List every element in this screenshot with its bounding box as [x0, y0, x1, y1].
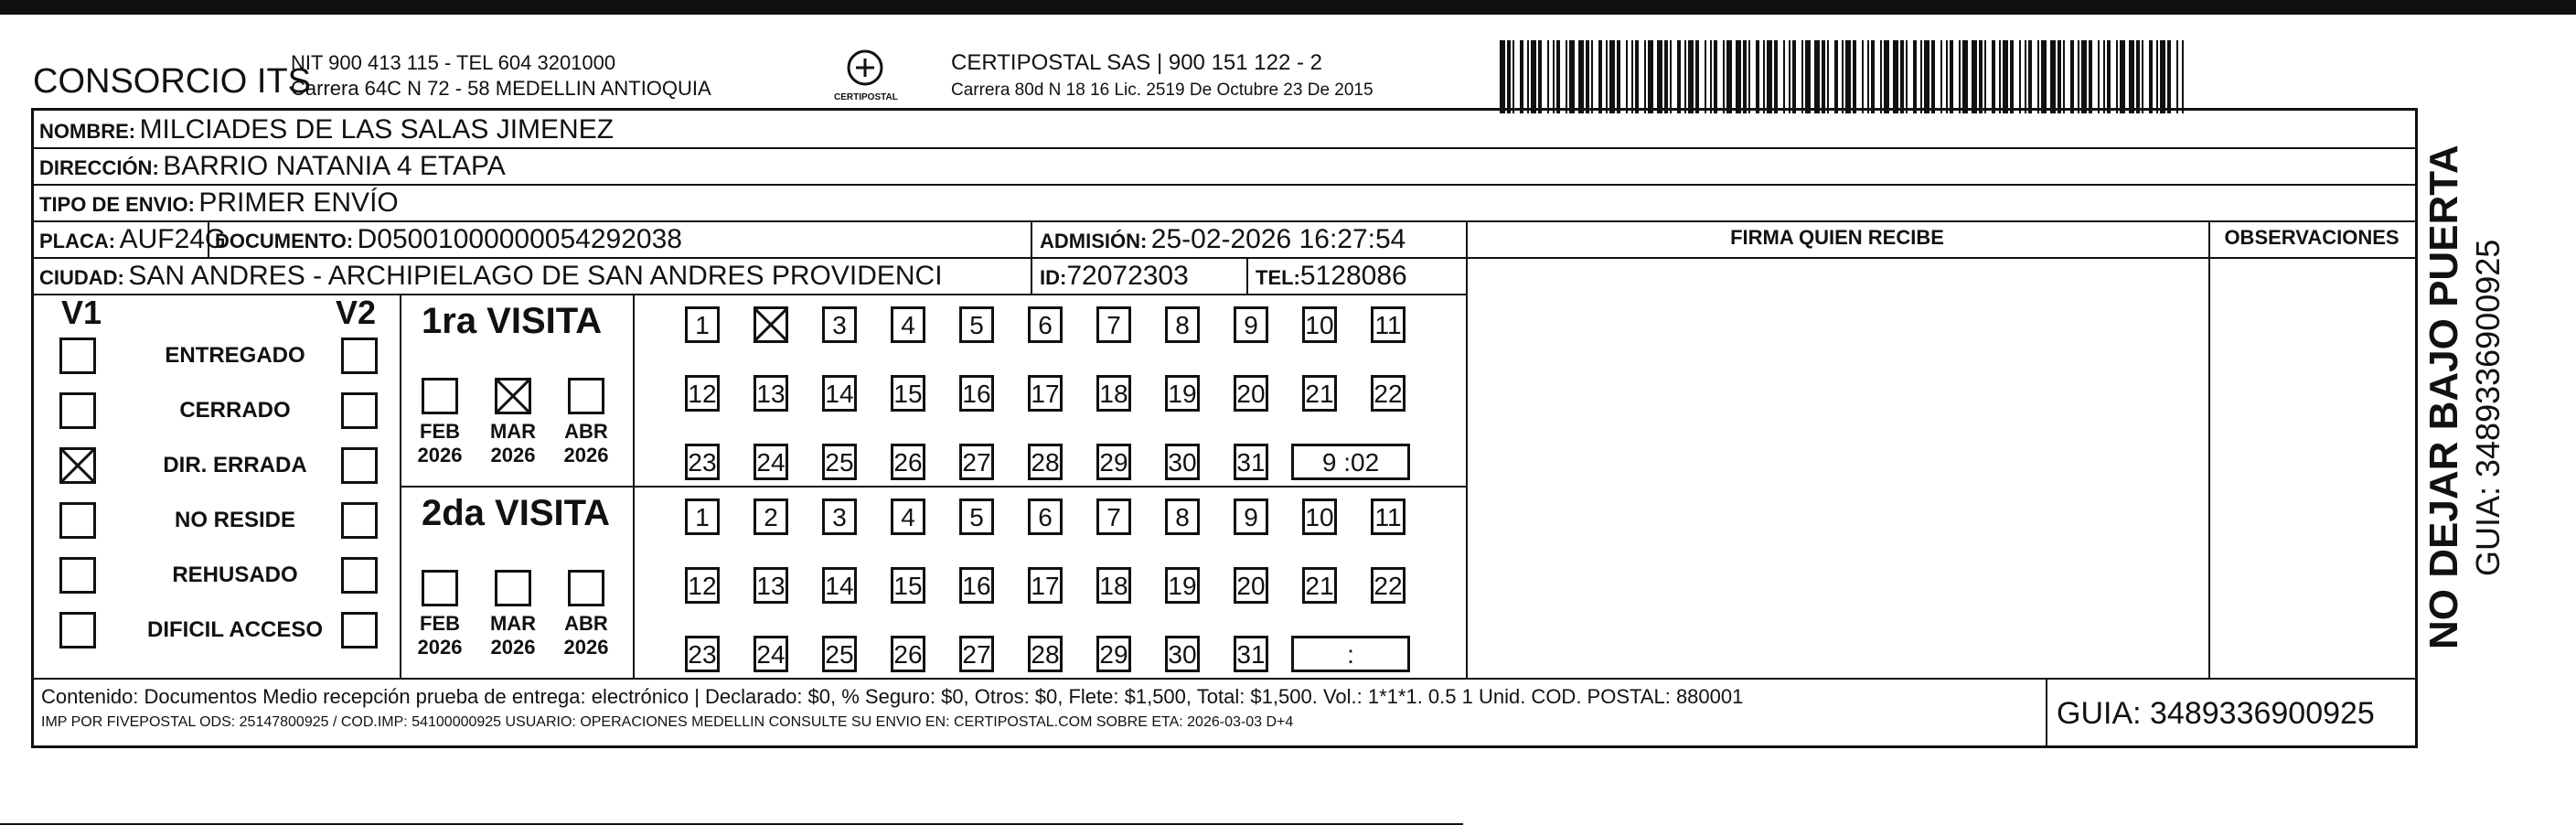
barcode-bar	[1520, 40, 1523, 113]
contenido-text: Contenido: Documentos Medio recepción prueba de entrega: electrónico | Declarado: $0, % Seguro: $0, Otros: $0, Flete: $1,500, Total: $1,500. Vol.: 1*1*1. 0.5 1 Unid. COD. POSTAL: 880001	[41, 685, 1744, 708]
documento-value: D05001000000054292038	[357, 224, 682, 254]
month-label: ABR	[564, 612, 608, 635]
barcode-bar	[2063, 40, 2065, 113]
barcode-bar	[2120, 40, 2125, 113]
license-line: Carrera 80d N 18 16 Lic. 2519 De Octubre 23 De 2015	[951, 80, 1374, 100]
barcode-bar	[1834, 40, 1838, 113]
day-box[interactable]: 10	[1302, 498, 1337, 535]
barcode-bar	[1924, 40, 1929, 113]
barcode-bar	[1598, 40, 1602, 113]
logo-text: CERTIPOSTAL	[834, 92, 898, 102]
barcode-bar	[1893, 40, 1898, 113]
v1-checkbox-3[interactable]	[59, 502, 96, 539]
direccion-label: DIRECCIÓN:	[39, 156, 159, 179]
day-box[interactable]: 17	[1028, 567, 1063, 604]
day-box[interactable]: 9	[1234, 306, 1268, 343]
direccion-value: BARRIO NATANIA 4 ETAPA	[163, 151, 506, 181]
day-box[interactable]: 15	[891, 567, 925, 604]
day-box[interactable]: 24	[754, 444, 788, 480]
placa-value: AUF24G	[119, 224, 227, 254]
barcode-bar	[1553, 40, 1555, 113]
day-box[interactable]: 13	[754, 375, 788, 412]
barcode-bar	[1714, 40, 1717, 113]
v1-checkbox-5[interactable]	[59, 612, 96, 648]
day-box[interactable]: 19	[1165, 375, 1200, 412]
barcode-bar	[1862, 40, 1864, 113]
day-box[interactable]: 16	[959, 567, 994, 604]
day-box[interactable]: 13	[754, 567, 788, 604]
barcode-bar	[1906, 40, 1908, 113]
barcode-bar	[1726, 40, 1732, 113]
v2-checkbox-0[interactable]	[341, 338, 378, 374]
day-box[interactable]: 30	[1165, 444, 1200, 480]
status-label: REHUSADO	[172, 563, 298, 587]
day-box[interactable]: 16	[959, 375, 994, 412]
barcode-bar	[1743, 40, 1747, 113]
day-box[interactable]: 8	[1165, 306, 1200, 343]
barcode-bar	[1684, 40, 1686, 113]
barcode-bar	[1959, 40, 1961, 113]
barcode-bar	[1822, 40, 1825, 113]
barcode-bar	[1531, 40, 1536, 113]
barcode-bar	[1867, 40, 1869, 113]
barcode-bar	[2089, 40, 2092, 113]
day-box[interactable]: 29	[1096, 636, 1131, 672]
barcode-bar	[2010, 40, 2014, 113]
month-checkbox[interactable]	[568, 570, 604, 606]
barcode-bar	[1992, 40, 1995, 113]
barcode-bar	[1913, 40, 1917, 113]
status-label: CERRADO	[179, 398, 291, 423]
barcode-bar	[2160, 40, 2165, 113]
day-box[interactable]: 28	[1028, 636, 1063, 672]
v2-label: V2	[336, 294, 377, 331]
day-box[interactable]: 6	[1028, 498, 1063, 535]
barcode-bar	[1556, 40, 1560, 113]
month-label: FEB	[420, 420, 460, 443]
barcode-bar	[1569, 40, 1575, 113]
day-box[interactable]: 28	[1028, 444, 1063, 480]
day-box[interactable]: 19	[1165, 567, 1200, 604]
barcode-bar	[1845, 40, 1851, 113]
day-box[interactable]: 25	[822, 444, 857, 480]
company-name: CONSORCIO ITS	[33, 62, 312, 101]
day-box[interactable]: 31	[1234, 444, 1268, 480]
documento-label: DOCUMENTO:	[215, 230, 354, 252]
day-box[interactable]: 10	[1302, 306, 1337, 343]
month-label: FEB	[420, 612, 460, 635]
imp-text: IMP POR FIVEPOSTAL ODS: 25147800925 / COD.IMP: 54100000925 USUARIO: OPERACIONES MEDELLIN CONSULTE SU ENVIO EN: CERTIPOSTAL.COM SOBRE ETA: 2026-03-03 D+4	[41, 714, 1294, 730]
barcode-bar	[1500, 40, 1505, 113]
barcode-bar	[1946, 40, 1948, 113]
barcode-bar	[1617, 40, 1620, 113]
barcode-bar	[1801, 40, 1803, 113]
month-checkbox[interactable]	[422, 570, 458, 606]
day-box[interactable]: 7	[1096, 306, 1131, 343]
day-box[interactable]: 20	[1234, 567, 1268, 604]
side-guia: GUIA: 3489336900925	[2469, 239, 2507, 576]
barcode-bar	[1789, 40, 1790, 113]
barcode-bar	[1507, 40, 1511, 113]
year-label: 2026	[417, 636, 463, 659]
day-box[interactable]: 4	[891, 306, 925, 343]
barcode-bar	[1670, 40, 1672, 113]
month-label: MAR	[489, 612, 537, 635]
day-box[interactable]: 18	[1096, 375, 1131, 412]
barcode-bar	[1999, 40, 2001, 113]
barcode-bar	[2176, 40, 2178, 113]
status-label: NO RESIDE	[174, 508, 296, 532]
barcode-bar	[1984, 40, 1986, 113]
day-box[interactable]: 3	[822, 306, 857, 343]
barcode-bar	[2041, 40, 2047, 113]
barcode-bar	[2025, 40, 2026, 113]
barcode-bar	[1748, 40, 1750, 113]
day-box[interactable]: 12	[685, 375, 720, 412]
day-box[interactable]: 26	[891, 444, 925, 480]
barcode-bar	[1842, 40, 1844, 113]
barcode-bar	[2167, 40, 2171, 113]
day-box[interactable]: 18	[1096, 567, 1131, 604]
day-box[interactable]: 12	[685, 567, 720, 604]
barcode-bar	[2078, 40, 2079, 113]
barcode-bar	[1962, 40, 1968, 113]
v2-checkbox-2[interactable]	[341, 447, 378, 484]
company-address: Carrera 64C N 72 - 58 MEDELLIN ANTIOQUIA	[291, 77, 711, 100]
barcode-bar	[2129, 40, 2134, 113]
certipostal-logo	[834, 48, 896, 102]
barcode-bar	[2107, 40, 2111, 113]
day-box[interactable]: 21	[1302, 375, 1337, 412]
month-label: MAR	[489, 420, 537, 443]
nit-line: NIT 900 413 115 - TEL 604 3201000	[291, 51, 616, 74]
barcode-bar	[1609, 40, 1615, 113]
day-box[interactable]	[754, 306, 788, 343]
status-label: ENTREGADO	[165, 343, 305, 368]
barcode-bar	[1626, 40, 1628, 113]
visit-title: 2da VISITA	[422, 493, 610, 533]
barcode-bar	[1547, 40, 1549, 113]
day-box[interactable]: 24	[754, 636, 788, 672]
firma-label: FIRMA QUIEN RECIBE	[1730, 226, 1944, 249]
v1-checkbox-1[interactable]	[59, 392, 96, 429]
day-box[interactable]: 5	[959, 306, 994, 343]
bottom-rule	[0, 823, 1463, 825]
day-box[interactable]: 27	[959, 636, 994, 672]
tel-value: 5128086	[1299, 261, 1407, 291]
day-box[interactable]: 11	[1371, 498, 1406, 535]
barcode-bar	[1635, 40, 1639, 113]
day-box[interactable]: 27	[959, 444, 994, 480]
barcode-bar	[1657, 40, 1662, 113]
month-checkbox[interactable]	[422, 378, 458, 414]
barcode-bar	[2156, 40, 2158, 113]
top-band	[0, 0, 2576, 15]
barcode-bar	[1880, 40, 1882, 113]
barcode-bar	[1979, 40, 1983, 113]
id-label: ID:	[1040, 266, 1067, 289]
barcode-bar	[1827, 40, 1829, 113]
status-label: DIFICIL ACCESO	[146, 617, 323, 642]
barcode-bar	[1695, 40, 1699, 113]
nombre-label: NOMBRE:	[39, 120, 136, 143]
month-checkbox[interactable]	[568, 378, 604, 414]
day-box[interactable]: 1	[685, 306, 720, 343]
observaciones-label: OBSERVACIONES	[2224, 226, 2400, 249]
barcode-bar	[2098, 40, 2100, 113]
time-box[interactable]: :	[1291, 636, 1410, 672]
admision-label: ADMISIÓN:	[1040, 230, 1148, 252]
barcode-bar	[1940, 40, 1942, 113]
barcode-bar	[1871, 40, 1875, 113]
barcode-bar	[1644, 40, 1646, 113]
day-box[interactable]: 2	[754, 498, 788, 535]
year-label: 2026	[490, 444, 536, 466]
day-box[interactable]: 4	[891, 498, 925, 535]
day-box[interactable]: 11	[1371, 306, 1406, 343]
year-label: 2026	[490, 636, 536, 659]
month-label: ABR	[564, 420, 608, 443]
status-label: DIR. ERRADA	[163, 453, 307, 477]
day-box[interactable]: 22	[1371, 567, 1406, 604]
day-box[interactable]: 5	[959, 498, 994, 535]
visit-title: 1ra VISITA	[422, 301, 603, 341]
year-label: 2026	[563, 444, 609, 466]
barcode-bar	[2050, 40, 2056, 113]
tipo-envio-label: TIPO DE ENVIO:	[39, 193, 195, 216]
day-box[interactable]: 30	[1165, 636, 1200, 672]
barcode	[1500, 40, 2195, 113]
v2-checkbox-5[interactable]	[341, 612, 378, 648]
barcode-bar	[2058, 40, 2061, 113]
side-warning: NO DEJAR BAJO PUERTA	[2421, 145, 2466, 649]
barcode-bar	[2149, 40, 2153, 113]
barcode-bar	[1723, 40, 1725, 113]
month-checkbox[interactable]	[495, 570, 531, 606]
day-box[interactable]: 9	[1234, 498, 1268, 535]
day-box[interactable]: 29	[1096, 444, 1131, 480]
barcode-bar	[1664, 40, 1668, 113]
v1-checkbox-4[interactable]	[59, 557, 96, 594]
barcode-bar	[1884, 40, 1889, 113]
barcode-bar	[2103, 40, 2105, 113]
tipo-envio-value: PRIMER ENVÍO	[198, 188, 399, 218]
placa-label: PLACA:	[39, 230, 116, 252]
barcode-bar	[1578, 40, 1584, 113]
day-box[interactable]: 23	[685, 444, 720, 480]
day-box[interactable]: 14	[822, 567, 857, 604]
barcode-bar	[1853, 40, 1856, 113]
barcode-bar	[1756, 40, 1759, 113]
day-box[interactable]: 26	[891, 636, 925, 672]
admision-value: 25-02-2026 16:27:54	[1150, 224, 1406, 254]
barcode-bar	[1586, 40, 1589, 113]
day-box[interactable]: 8	[1165, 498, 1200, 535]
barcode-bar	[2136, 40, 2140, 113]
month-checkbox[interactable]	[495, 378, 531, 414]
barcode-bar	[1763, 40, 1765, 113]
barcode-bar	[1931, 40, 1935, 113]
barcode-bar	[1736, 40, 1741, 113]
barcode-bar	[2028, 40, 2032, 113]
year-label: 2026	[563, 636, 609, 659]
footer-guia: GUIA: 3489336900925	[2057, 696, 2375, 731]
barcode-bar	[1972, 40, 1977, 113]
barcode-bar	[1512, 40, 1514, 113]
barcode-bar	[1774, 40, 1778, 113]
day-box[interactable]: 31	[1234, 636, 1268, 672]
day-box[interactable]: 25	[822, 636, 857, 672]
barcode-bar	[2116, 40, 2118, 113]
barcode-bar	[1950, 40, 1953, 113]
day-box[interactable]: 3	[822, 498, 857, 535]
certipostal-line: CERTIPOSTAL SAS | 900 151 122 - 2	[951, 50, 1322, 75]
barcode-bar	[2182, 40, 2184, 113]
v2-checkbox-3[interactable]	[341, 502, 378, 539]
year-label: 2026	[417, 444, 463, 466]
barcode-bar	[2003, 40, 2008, 113]
barcode-bar	[1814, 40, 1820, 113]
day-box[interactable]: 14	[822, 375, 857, 412]
barcode-bar	[2142, 40, 2143, 113]
time-box[interactable]: 9 :02	[1291, 444, 1410, 480]
barcode-bar	[1677, 40, 1681, 113]
tel-label: TEL:	[1256, 266, 1300, 289]
day-box[interactable]: 15	[891, 375, 925, 412]
day-box[interactable]: 21	[1302, 567, 1337, 604]
barcode-bar	[2081, 40, 2087, 113]
v2-checkbox-4[interactable]	[341, 557, 378, 594]
barcode-bar	[1591, 40, 1593, 113]
barcode-bar	[1783, 40, 1785, 113]
barcode-bar	[1805, 40, 1811, 113]
v1-label: V1	[61, 294, 102, 331]
day-box[interactable]: 6	[1028, 306, 1063, 343]
day-box[interactable]: 22	[1371, 375, 1406, 412]
id-value: 72072303	[1066, 261, 1189, 291]
barcode-bar	[1527, 40, 1529, 113]
barcode-bar	[1606, 40, 1608, 113]
v2-checkbox-1[interactable]	[341, 392, 378, 429]
day-box[interactable]: 17	[1028, 375, 1063, 412]
shipping-form	[31, 108, 2418, 748]
ciudad-label: CIUDAD:	[39, 266, 124, 289]
day-box[interactable]: 23	[685, 636, 720, 672]
barcode-bar	[1648, 40, 1653, 113]
v1-checkbox-2[interactable]	[59, 447, 96, 484]
barcode-bar	[1538, 40, 1542, 113]
barcode-bar	[2070, 40, 2074, 113]
barcode-bar	[1566, 40, 1567, 113]
barcode-bar	[1792, 40, 1796, 113]
v1-checkbox-0[interactable]	[59, 338, 96, 374]
day-box[interactable]: 7	[1096, 498, 1131, 535]
barcode-bar	[1767, 40, 1772, 113]
nombre-value: MILCIADES DE LAS SALAS JIMENEZ	[139, 114, 615, 145]
barcode-bar	[1688, 40, 1694, 113]
day-box[interactable]: 20	[1234, 375, 1268, 412]
barcode-bar	[1705, 40, 1706, 113]
barcode-bar	[1900, 40, 1904, 113]
barcode-bar	[1920, 40, 1922, 113]
barcode-bar	[2019, 40, 2021, 113]
ciudad-value: SAN ANDRES - ARCHIPIELAGO DE SAN ANDRES PROVIDENCI	[128, 261, 943, 291]
barcode-bar	[1710, 40, 1712, 113]
barcode-bar	[1631, 40, 1633, 113]
day-box[interactable]: 1	[685, 498, 720, 535]
barcode-bar	[2037, 40, 2039, 113]
